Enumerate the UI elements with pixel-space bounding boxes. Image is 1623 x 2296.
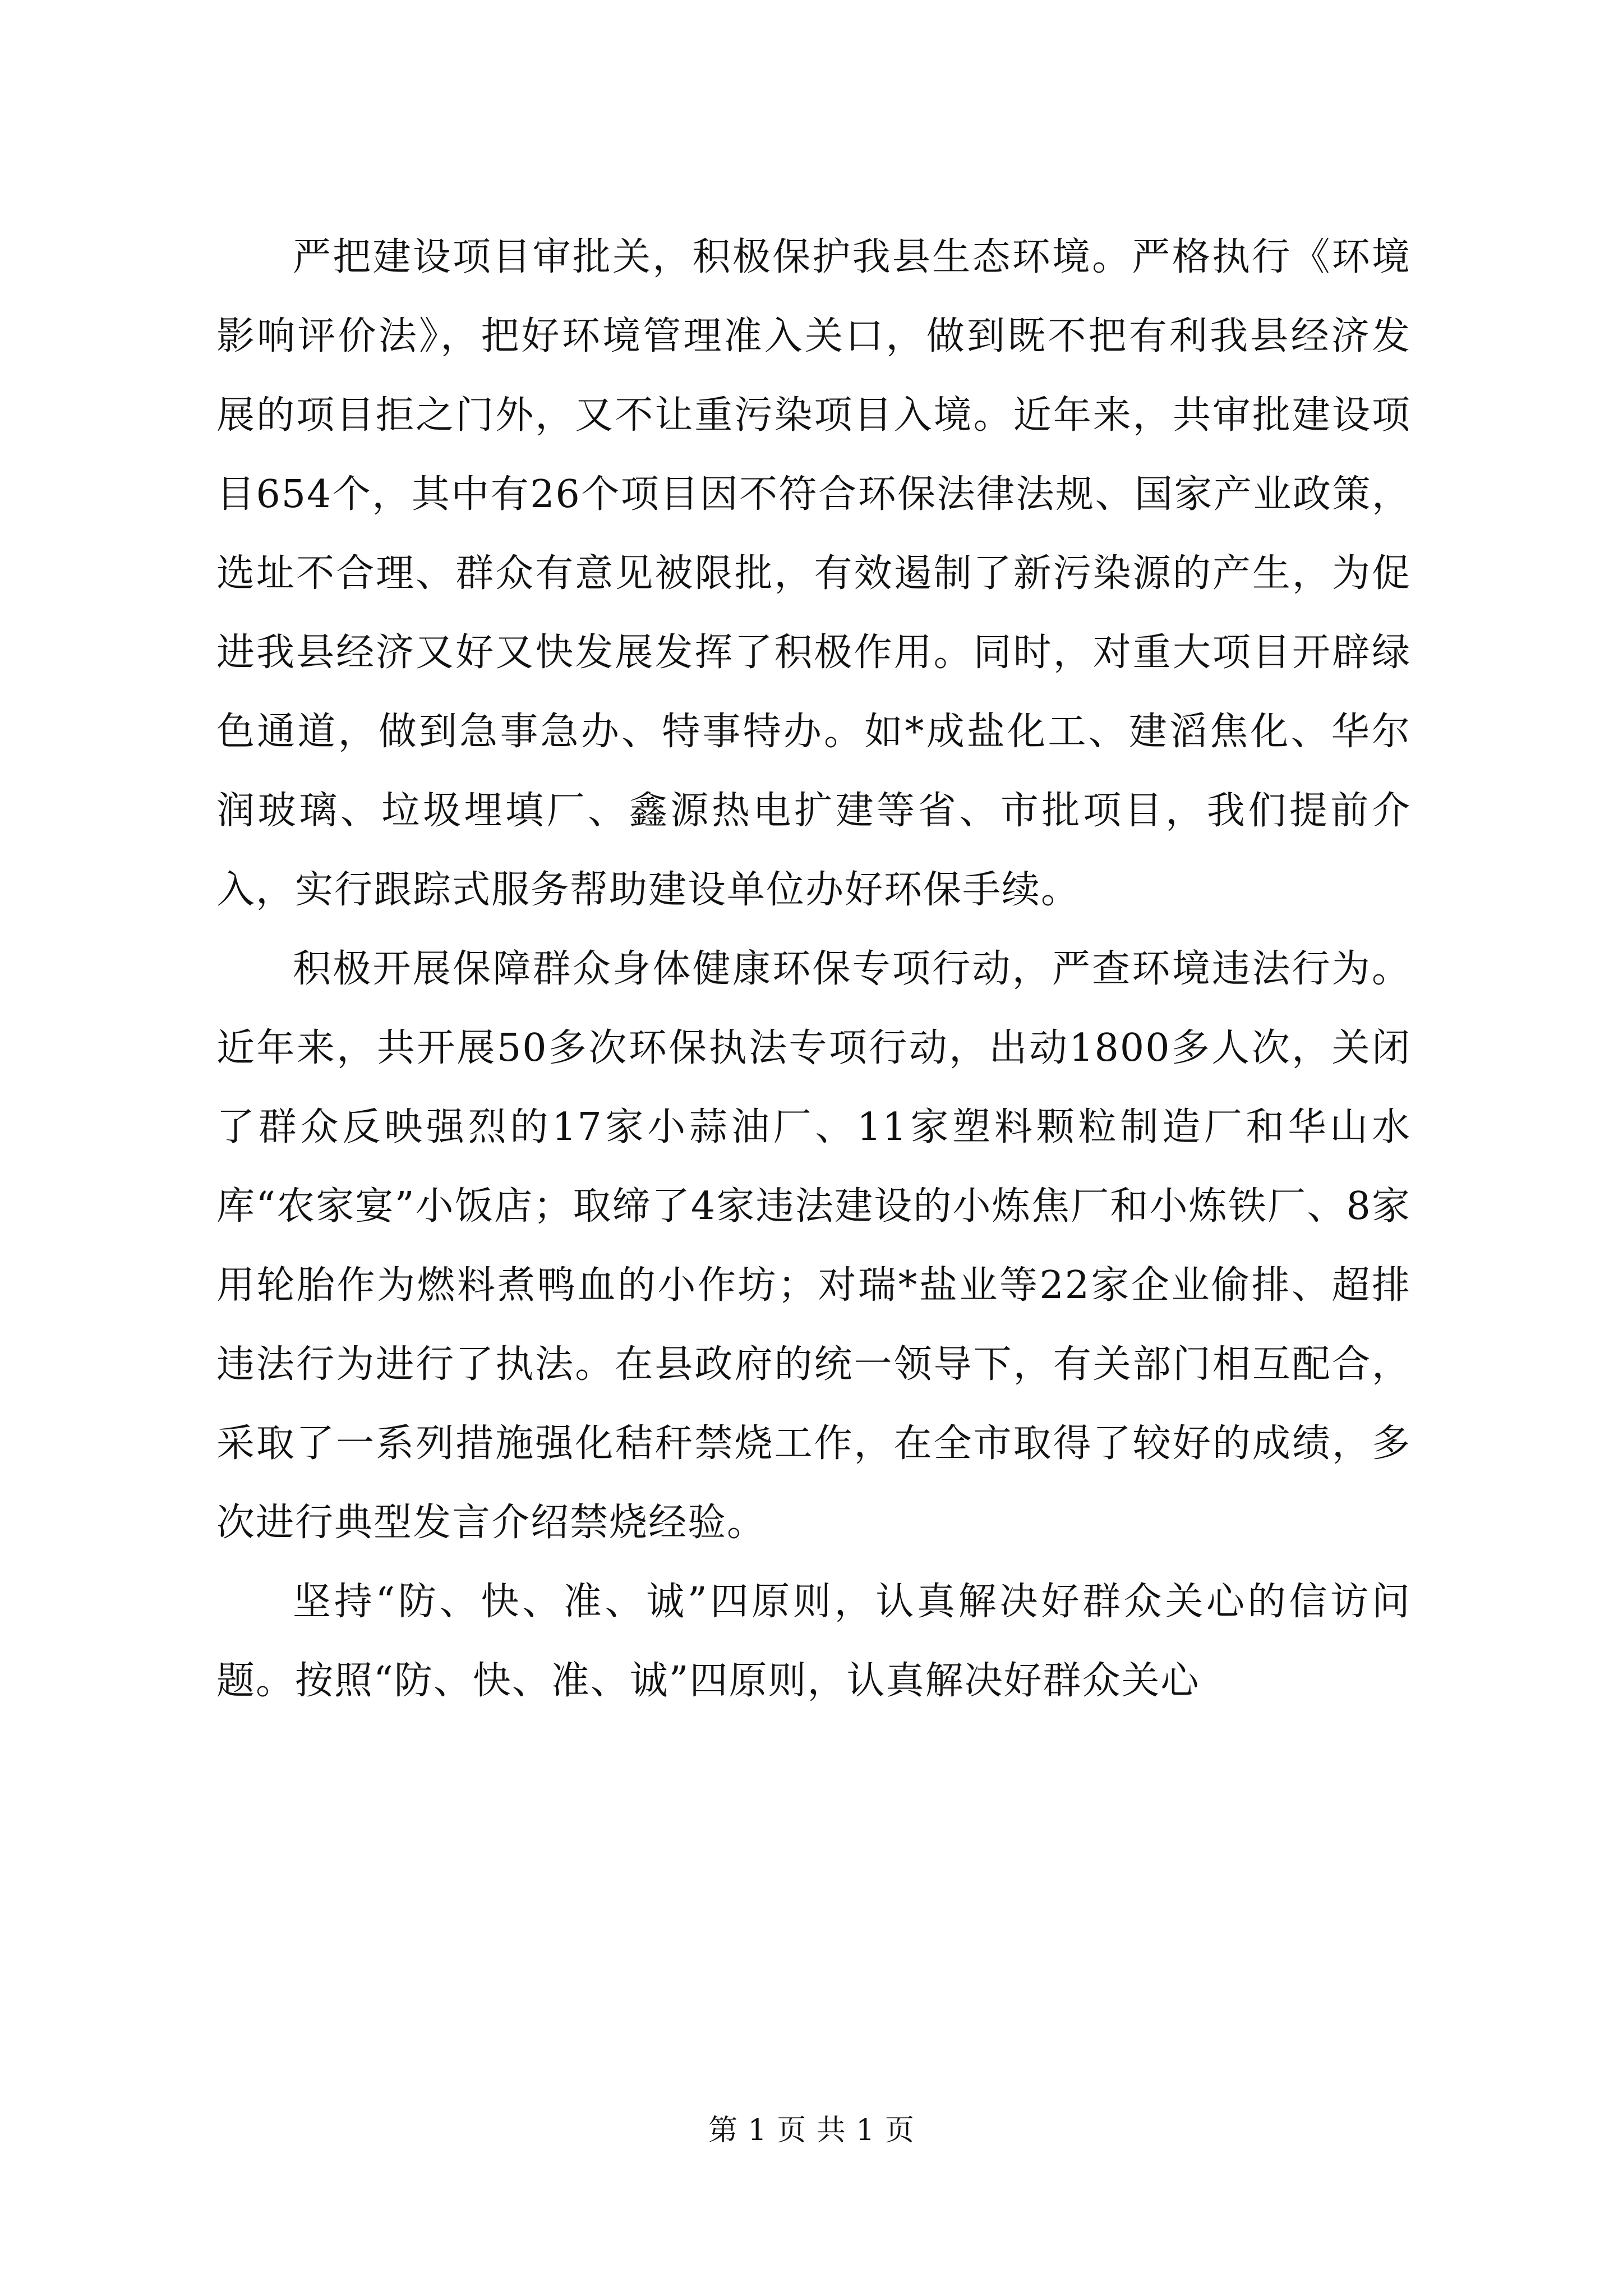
paragraph-enforcement-actions: 积极开展保障群众身体健康环保专项行动，严查环境违法行为。近年来，共开展50多次环保执法专项行动，出动1800多人次，关闭了群众反映强烈的17家小蒜油厂、11家塑料颗粒制造厂和华山水库“农家宴”小饭店；取缔了4家违法建设的小炼焦厂和小炼铁厂、8家用轮胎作为燃料煮鸭血的小作坊；对瑞*盐业等22家企业偷排、超排违法行为进行了执法。在县政府的统一领导下，有关部门相互配合，采取了一系列措施强化秸秆禁烧工作，在全市取得了较好的成绩，多次进行典型发言介绍禁烧经验。 (216, 947, 1411, 1545)
page-number-footer: 第 1 页 共 1 页 (708, 2114, 915, 2147)
paragraph-project-approval: 严把建设项目审批关，积极保护我县生态环境。严格执行《环境影响评价法》，把好环境管理准入关口，做到既不把有利我县经济发展的项目拒之门外，又不让重污染项目入境。近年来，共审批建设项目654个，其中有26个项目因不符合环保法律法规、国家产业政策，选址不合理、群众有意见被限批，有效遏制了新污染源的产生，为促进我县经济又好又快发展发挥了积极作用。同时，对重大项目开辟绿色通道，做到急事急办、特事特办。如*成盐化工、建滔焦化、华尔润玻璃、垃圾埋填厂、鑫源热电扩建等省、市批项目，我们提前介入，实行跟踪式服务帮助建设单位办好环保手续。 (216, 235, 1411, 912)
document-body (216, 218, 1411, 1720)
paragraph-petition-handling: 坚持“防、快、准、诚”四原则，认真解决好群众关心的信访问题。按照“防、快、准、诚”四原则，认真解决好群众关心 (216, 1580, 1411, 1703)
